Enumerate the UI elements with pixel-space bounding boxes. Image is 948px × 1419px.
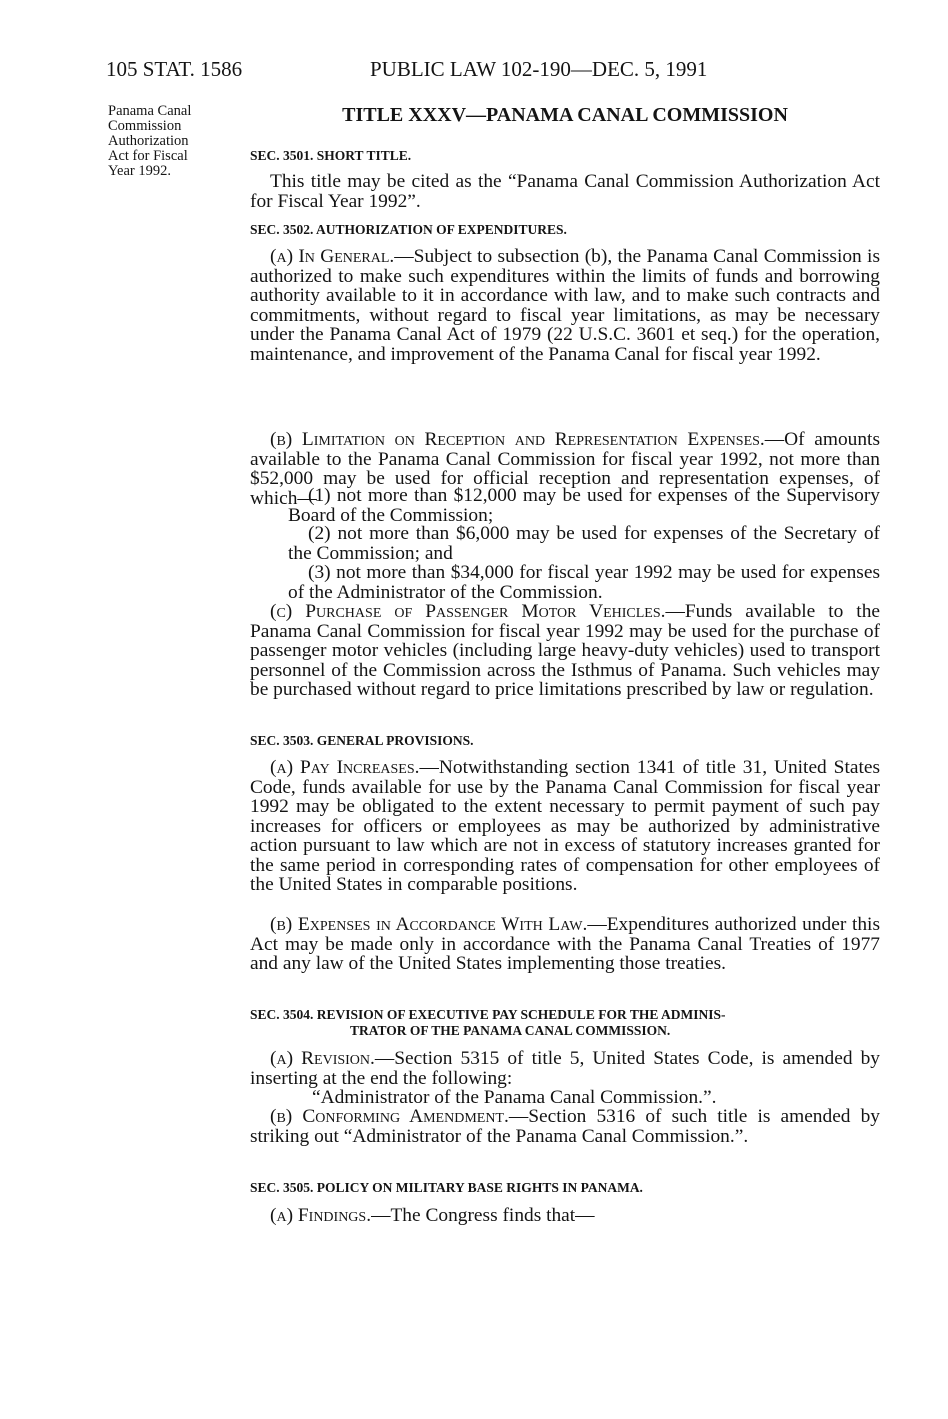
section-3502-b2: (2) not more than $6,000 may be used for expenses of the Secretary of the Commission; and bbox=[288, 523, 880, 564]
section-3502-heading: SEC. 3502. AUTHORIZATION OF EXPENDITURES. bbox=[250, 222, 567, 237]
section-3502-b3: (3) not more than $34,000 for fiscal year 1992 may be used for expenses of the Administrator of the Commission. bbox=[288, 562, 880, 603]
section-3505-a bbox=[250, 1206, 880, 1226]
margin-note-line: Panama Canal bbox=[108, 103, 192, 119]
subsection-text: —Funds available to the Panama Canal Commission for fiscal year 1992 may be used for the purchase of passenger motor vehicles (including large heavy-duty vehicles) used to transport personnel of the Commission across the Isthmus of Panama. Such vehicles may be purchased without regard to price limitations prescribed by law or regulation. bbox=[250, 601, 880, 700]
subsection-label: (a) Revision. bbox=[270, 1048, 375, 1069]
subsection-text: —Section 5316 of such title is amended by striking out “Administrator of the Panama Canal Commission.”. bbox=[250, 1106, 880, 1147]
public-law-header: PUBLIC LAW 102-190—DEC. 5, 1991 bbox=[370, 57, 708, 81]
section-3502-b1: (1) not more than $12,000 may be used for expenses of the Supervisory Board of the Commission; bbox=[288, 485, 880, 526]
subsection-label: (c) Purchase of Passenger Motor Vehicles. bbox=[270, 601, 666, 622]
subsection-text: —Notwithstanding section 1341 of title 31, United States Code, funds available for use by the Panama Canal Commission for fiscal year 1992 may be obligated to the extent necessary to permit payment of such pay increases for officers or employees as may be authorized by administrative action pursuant to law which are not in excess of statutory increases granted for the same period in corresponding rates of compensation for other employees of the United States in comparable positions. bbox=[250, 757, 880, 895]
section-3504-heading-line1: SEC. 3504. REVISION OF EXECUTIVE PAY SCHEDULE FOR THE ADMINIS- bbox=[250, 1007, 726, 1022]
subsection-label: (b) Expenses in Accordance With Law. bbox=[270, 914, 588, 935]
section-3503-b bbox=[250, 915, 880, 974]
margin-note bbox=[108, 104, 238, 179]
section-3502-a bbox=[250, 247, 880, 364]
page-stat-number: 105 STAT. 1586 bbox=[106, 57, 243, 81]
section-3501-text: This title may be cited as the “Panama Canal Commission Authorization Act for Fiscal Year 1992”. bbox=[250, 171, 880, 212]
section-3503-a bbox=[250, 758, 880, 895]
margin-note-line: Authorization bbox=[108, 133, 189, 149]
subsection-text: —The Congress finds that— bbox=[371, 1205, 595, 1226]
subsection-label: (a) In General. bbox=[270, 246, 395, 267]
section-3504-a bbox=[250, 1049, 880, 1088]
subsection-text: —Section 5315 of title 5, United States Code, is amended by inserting at the end the following: bbox=[250, 1048, 880, 1089]
subsection-text: —Expenditures authorized under this Act may be made only in accordance with the Panama Canal Treaties of 1977 and any law of the United States implementing those treaties. bbox=[250, 914, 880, 974]
subsection-label: (b) Conforming Amendment. bbox=[270, 1106, 509, 1127]
subsection-label: (a) Pay Increases. bbox=[270, 757, 420, 778]
section-3502-c bbox=[250, 602, 880, 700]
subsection-text: —Of amounts available to the Panama Canal Commission for fiscal year 1992, not more than $52,000 may be used for official reception and representation expenses, of which— bbox=[250, 429, 880, 509]
subsection-label: (a) Findings. bbox=[270, 1205, 372, 1226]
margin-note-line: Commission bbox=[108, 118, 182, 134]
section-3504-a-quote: “Administrator of the Panama Canal Commission.”. bbox=[312, 1087, 717, 1108]
subsection-label: (b) Limitation on Reception and Representation Expenses. bbox=[270, 429, 765, 450]
margin-note-line: Year 1992. bbox=[108, 163, 171, 179]
title-heading: TITLE XXXV—PANAMA CANAL COMMISSION bbox=[342, 104, 788, 126]
margin-note-line: Act for Fiscal bbox=[108, 148, 188, 164]
section-3505-heading: SEC. 3505. POLICY ON MILITARY BASE RIGHTS IN PANAMA. bbox=[250, 1180, 643, 1195]
subsection-text: —Subject to subsection (b), the Panama Canal Commission is authorized to make such expenditures within the limits of funds and borrowing authority available to it in accordance with law, and to make such contracts and commitments, without regard to fiscal year limitations, as may be necessary under the Panama Canal Act of 1979 (22 U.S.C. 3601 et seq.) for the operation, maintenance, and improvement of the Panama Canal for fiscal year 1992. bbox=[250, 246, 880, 365]
section-3504-b bbox=[250, 1107, 880, 1146]
section-3501-heading: SEC. 3501. SHORT TITLE. bbox=[250, 148, 412, 163]
section-3503-heading: SEC. 3503. GENERAL PROVISIONS. bbox=[250, 733, 474, 748]
section-3504-heading-line2: TRATOR OF THE PANAMA CANAL COMMISSION. bbox=[350, 1023, 671, 1038]
